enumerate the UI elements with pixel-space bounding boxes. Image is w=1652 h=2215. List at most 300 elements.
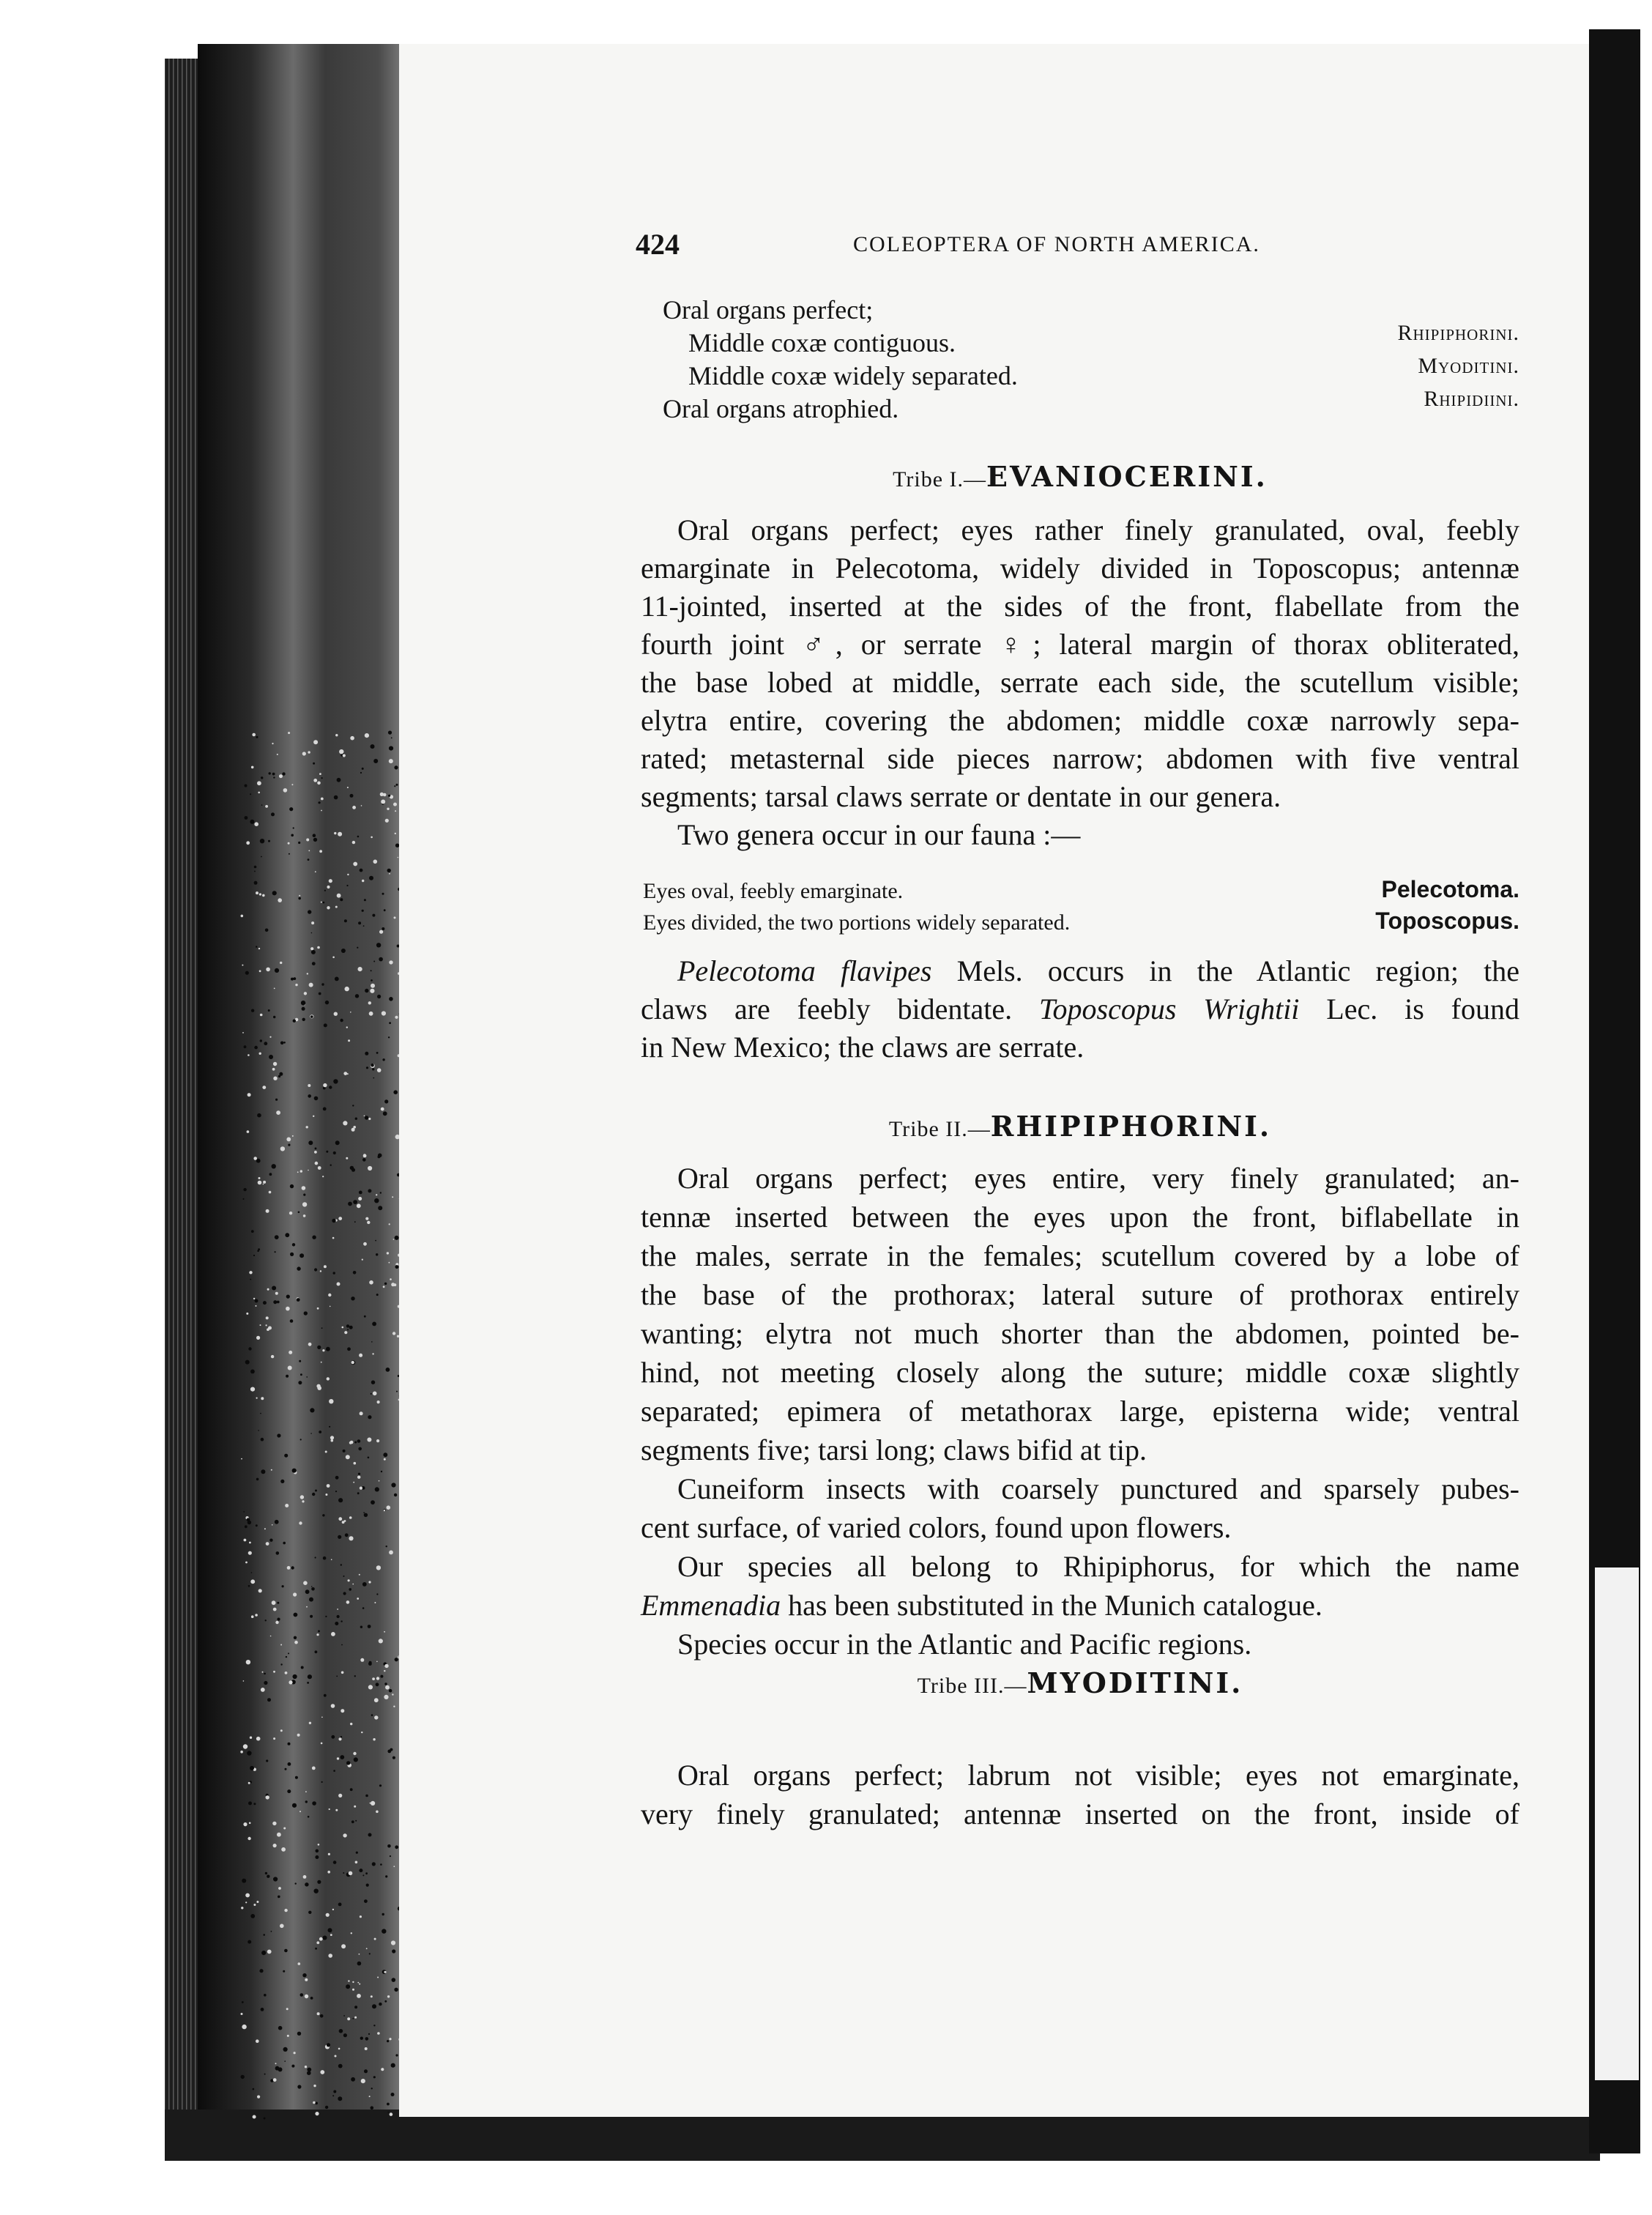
scan-speckle — [278, 2026, 283, 2030]
scan-speckle — [310, 947, 313, 950]
scan-speckle — [344, 1520, 346, 1522]
scan-speckle — [318, 1844, 320, 1846]
scan-speckle — [245, 1562, 248, 1564]
paragraph-line: Two genera occur in our fauna :— — [677, 818, 1081, 851]
scan-speckle — [289, 853, 290, 855]
scan-speckle — [377, 2032, 380, 2035]
scan-speckle — [260, 1039, 262, 1042]
scan-speckle — [349, 1326, 353, 1329]
scan-speckle — [395, 833, 396, 834]
scan-speckle — [273, 1300, 277, 1304]
scan-speckle — [264, 1994, 267, 1997]
scan-speckle — [311, 950, 316, 954]
scan-speckle — [368, 1166, 372, 1170]
scan-speckle — [298, 897, 301, 900]
scan-speckle — [373, 2025, 375, 2026]
scan-speckle — [331, 1706, 332, 1707]
left-margin — [0, 0, 165, 2215]
paragraph-line: the base lobed at middle, serrate each side, the scutellum visible; — [641, 666, 1519, 699]
scan-speckle — [315, 2112, 319, 2115]
scan-speckle — [388, 731, 392, 735]
scan-speckle — [340, 898, 343, 901]
scan-speckle — [394, 765, 398, 769]
scan-speckle — [330, 1165, 332, 1166]
scan-speckle — [277, 1433, 280, 1437]
scan-speckle — [377, 1977, 379, 1978]
scan-speckle — [245, 1360, 250, 1365]
scan-speckle — [330, 1436, 334, 1439]
scan-speckle — [256, 1524, 258, 1526]
scan-speckle — [368, 1685, 373, 1689]
page-number: 424 — [636, 228, 680, 261]
scan-speckle — [372, 1677, 375, 1680]
scan-speckle — [280, 1924, 284, 1929]
scan-speckle — [343, 1872, 344, 1874]
scan-speckle — [298, 1212, 300, 1214]
scan-speckle — [373, 759, 378, 763]
scan-speckle — [312, 1801, 316, 1806]
scan-speckle — [295, 1882, 297, 1884]
scan-speckle — [384, 1971, 386, 1973]
scan-speckle — [377, 1400, 380, 1403]
scan-speckle — [305, 1978, 308, 1981]
scan-speckle — [357, 1492, 360, 1494]
scan-speckle — [255, 1614, 258, 1617]
scan-speckle — [294, 1636, 297, 1639]
scan-speckle — [304, 992, 307, 995]
scan-speckle — [303, 1581, 308, 1585]
scan-speckle — [249, 1822, 251, 1825]
scan-speckle — [359, 1869, 362, 1872]
scan-speckle — [368, 2033, 370, 2035]
scan-speckle — [332, 957, 335, 959]
scan-speckle — [347, 1073, 349, 1075]
scan-speckle — [277, 1833, 281, 1837]
scan-speckle — [275, 1520, 279, 1524]
scan-speckle — [340, 1019, 343, 1022]
scan-speckle — [248, 1551, 252, 1555]
scan-speckle — [361, 2079, 365, 2083]
scan-speckle — [398, 857, 399, 858]
scan-speckle — [369, 2096, 371, 2097]
scan-speckle — [297, 1266, 300, 1270]
scan-speckle — [338, 832, 342, 836]
scan-speckle — [385, 819, 389, 823]
scan-speckle — [254, 866, 257, 869]
scan-speckle — [248, 1837, 250, 1840]
scan-speckle — [242, 2025, 246, 2029]
scan-speckle — [313, 2101, 316, 2104]
scan-speckle — [306, 1606, 308, 1608]
scan-speckle — [315, 871, 316, 872]
tribe-name: MYODITINI. — [1027, 1666, 1243, 1699]
scan-speckle — [295, 1776, 298, 1779]
scan-speckle — [375, 1240, 376, 1242]
scan-speckle — [299, 1360, 301, 1362]
scan-speckle — [308, 1140, 313, 1145]
scan-speckle — [389, 1223, 390, 1225]
scan-speckle — [387, 1505, 391, 1510]
scan-speckle — [283, 1042, 286, 1044]
scan-speckle — [324, 1023, 327, 1027]
scan-speckle — [256, 891, 258, 894]
scan-speckle — [389, 997, 393, 1001]
scan-speckle — [278, 1075, 280, 1077]
scan-speckle — [394, 1283, 397, 1286]
genus-key-line: Eyes oval, feebly emarginate. — [643, 879, 904, 903]
scan-speckle — [248, 1054, 250, 1056]
scan-speckle — [315, 2102, 318, 2105]
scan-speckle — [357, 1962, 362, 1966]
scan-speckle — [326, 1151, 328, 1153]
scan-speckle — [253, 2115, 256, 2119]
scan-speckle — [301, 1001, 305, 1005]
scan-speckle — [353, 862, 357, 867]
scan-speckle — [241, 1907, 243, 1909]
scan-speckle — [347, 1347, 351, 1351]
scan-speckle — [341, 1736, 342, 1737]
scan-speckle — [382, 893, 384, 895]
scan-speckle — [275, 1292, 278, 1295]
scan-speckle — [371, 1995, 373, 1997]
scan-speckle — [251, 1230, 254, 1233]
scan-speckle — [266, 1324, 267, 1326]
scan-speckle — [323, 1083, 327, 1087]
scan-speckle — [244, 1045, 247, 1048]
scan-speckle — [395, 1265, 399, 1269]
scan-speckle — [257, 1113, 261, 1118]
scan-speckle — [250, 820, 254, 824]
scan-speckle — [253, 1255, 255, 1256]
scan-speckle — [368, 1001, 371, 1004]
scan-speckle — [253, 2088, 255, 2090]
scan-speckle — [335, 977, 339, 982]
scan-speckle — [243, 1822, 247, 1826]
scan-speckle — [306, 1376, 308, 1378]
scan-speckle — [392, 1949, 395, 1953]
paragraph-line: wanting; elytra not much shorter than the abdomen, pointed be- — [641, 1317, 1519, 1350]
tribe-name: EVANIOCERINI. — [986, 460, 1268, 493]
scan-speckle — [321, 1327, 323, 1329]
scan-speckle — [302, 1018, 305, 1021]
scan-speckle — [269, 772, 271, 774]
scan-speckle — [247, 1130, 250, 1133]
scan-speckle — [307, 1682, 309, 1684]
scan-speckle — [301, 1666, 304, 1669]
scan-speckle — [275, 1099, 278, 1101]
scan-speckle — [384, 1695, 388, 1699]
scan-speckle — [286, 1656, 287, 1658]
scan-speckle — [354, 1462, 357, 1465]
scan-speckle — [243, 1511, 245, 1513]
scan-speckle — [385, 1875, 387, 1877]
scan-speckle — [381, 1108, 384, 1111]
scan-speckle — [372, 1862, 376, 1866]
scan-speckle — [272, 1600, 276, 1605]
tribe-label: Tribe III.— — [917, 1674, 1027, 1698]
scan-speckle — [357, 1598, 359, 1600]
scan-speckle — [305, 1800, 308, 1803]
paragraph-line: emarginate in Pelecotoma, widely divided in Toposcopus; antennæ — [641, 552, 1519, 585]
scan-speckle — [248, 1585, 250, 1587]
scan-speckle — [380, 1675, 383, 1678]
scan-speckle — [379, 1639, 383, 1643]
scan-speckle — [275, 1235, 279, 1239]
scan-speckle — [240, 1751, 243, 1754]
scan-speckle — [360, 2037, 363, 2040]
scan-speckle — [325, 2106, 328, 2109]
scan-speckle — [291, 784, 293, 785]
scan-speckle — [253, 1581, 255, 1583]
scan-speckle — [369, 1661, 372, 1664]
scan-speckle — [286, 1295, 290, 1299]
paragraph-line: cent surface, of varied colors, found upon flowers. — [641, 1511, 1232, 1544]
tribe-label: Tribe I.— — [893, 467, 986, 491]
scan-speckle — [379, 957, 383, 962]
scan-speckle — [267, 1875, 269, 1878]
scan-speckle — [396, 1391, 398, 1392]
scan-speckle — [330, 1306, 331, 1307]
scan-speckle — [248, 1093, 251, 1097]
scan-speckle — [371, 2088, 373, 2089]
scan-speckle — [395, 1016, 398, 1019]
scan-speckle — [246, 1660, 250, 1664]
scan-speckle — [310, 1015, 313, 1018]
scan-speckle — [250, 1279, 251, 1280]
scan-speckle — [263, 1184, 264, 1185]
scan-speckle — [310, 1997, 313, 2000]
scan-speckle — [250, 793, 251, 795]
scan-speckle — [353, 1271, 357, 1275]
scan-speckle — [308, 1343, 312, 1346]
scan-speckle — [300, 1439, 302, 1440]
scan-speckle — [261, 1397, 264, 1400]
book-spine — [198, 44, 410, 2153]
scan-speckle — [292, 1803, 297, 1808]
scan-speckle — [393, 803, 397, 806]
scan-speckle — [316, 1849, 319, 1853]
scan-speckle — [248, 1347, 251, 1350]
scan-speckle — [263, 1181, 266, 1184]
scan-speckle — [395, 1658, 398, 1661]
scan-speckle — [348, 1039, 350, 1042]
scan-speckle — [302, 1500, 304, 1502]
paragraph-line: Oral organs perfect; eyes rather finely granulated, oval, feebly — [677, 513, 1519, 546]
key-tribe-name: Rhipiphorini. — [1397, 321, 1519, 345]
scan-speckle — [332, 1909, 334, 1910]
scan-speckle — [280, 1146, 285, 1151]
scan-speckle — [363, 1512, 365, 1513]
scan-speckle — [320, 1270, 321, 1272]
scan-speckle — [253, 1803, 256, 1805]
scan-speckle — [324, 1694, 327, 1697]
key-line: Oral organs perfect; — [663, 295, 874, 324]
scan-speckle — [245, 1893, 250, 1898]
scan-speckle — [364, 1316, 366, 1318]
scan-speckle — [262, 1086, 266, 1089]
scan-speckle — [343, 1576, 345, 1577]
scan-speckle — [285, 1672, 288, 1674]
scan-speckle — [287, 1789, 291, 1793]
scan-speckle — [365, 989, 368, 993]
scan-speckle — [318, 1166, 321, 1170]
scan-speckle — [326, 1347, 330, 1351]
scan-speckle — [383, 793, 387, 797]
scan-speckle — [370, 989, 374, 993]
scan-speckle — [368, 1833, 372, 1837]
scan-speckle — [261, 1951, 266, 1955]
scan-speckle — [273, 2078, 277, 2082]
scan-speckle — [362, 1874, 364, 1876]
scan-speckle — [244, 1539, 247, 1542]
paragraph-line: separated; epimera of metathorax large, episterna wide; ventral — [641, 1395, 1519, 1428]
scan-speckle — [388, 795, 390, 797]
scan-speckle — [319, 993, 321, 995]
scan-speckle — [299, 1521, 302, 1524]
scan-speckle — [303, 1214, 306, 1217]
scan-speckle — [327, 906, 330, 909]
scan-speckle — [273, 1062, 277, 1066]
scan-speckle — [241, 915, 244, 918]
scan-speckle — [378, 1206, 382, 1210]
scan-speckle — [371, 984, 375, 988]
species-text: Mels. occurs in the Atlantic region; the — [956, 954, 1519, 987]
scan-speckle — [333, 1079, 338, 1083]
scan-speckle — [364, 2069, 368, 2073]
scan-speckle — [393, 1090, 398, 1094]
scan-speckle — [259, 893, 261, 895]
scan-speckle — [365, 733, 369, 738]
scan-speckle — [250, 1737, 252, 1739]
scan-speckle — [359, 1954, 360, 1955]
scan-speckle — [256, 2039, 259, 2043]
scan-speckle — [381, 800, 385, 804]
scan-speckle — [269, 1055, 273, 1059]
scan-speckle — [376, 1253, 378, 1255]
scan-speckle — [387, 808, 389, 810]
scan-speckle — [291, 1566, 294, 1569]
scan-speckle — [371, 1500, 375, 1505]
scan-speckle — [365, 1795, 368, 1797]
scan-speckle — [298, 1381, 302, 1384]
scan-speckle — [253, 1904, 256, 1906]
scan-speckle — [256, 1901, 258, 1903]
scan-speckle — [343, 1450, 346, 1452]
scan-speckle — [280, 1480, 284, 1483]
scan-speckle — [283, 1542, 286, 1545]
scan-speckle — [353, 1200, 357, 1204]
scan-speckle — [309, 1722, 311, 1724]
scan-speckle — [245, 784, 248, 787]
key-tribe-name: Rhipidiini. — [1424, 387, 1519, 411]
scan-speckle — [329, 1399, 333, 1403]
scan-speckle — [344, 1331, 347, 1334]
scan-speckle — [389, 2038, 391, 2040]
scan-speckle — [267, 1950, 272, 1954]
scan-speckle — [387, 1252, 389, 1254]
scan-speckle — [256, 736, 258, 738]
scan-speckle — [354, 2016, 357, 2019]
scan-speckle — [297, 1171, 299, 1173]
scan-speckle — [297, 2085, 301, 2088]
scan-speckle — [280, 1729, 283, 1732]
scan-speckle — [351, 1361, 354, 1364]
scan-speckle — [311, 1587, 315, 1591]
scan-speckle — [260, 1413, 261, 1414]
scan-speckle — [334, 795, 338, 800]
scan-speckle — [377, 1068, 382, 1072]
scan-speckle — [269, 1036, 271, 1038]
scan-speckle — [248, 1940, 251, 1944]
scan-speckle — [359, 1574, 360, 1576]
scan-speckle — [348, 1980, 349, 1981]
scan-speckle — [273, 1844, 277, 1847]
scan-speckle — [256, 1336, 260, 1340]
scan-speckle — [335, 1622, 338, 1625]
scan-speckle — [337, 1609, 338, 1610]
scan-speckle — [371, 836, 373, 839]
scan-speckle — [269, 1173, 272, 1176]
key-line: Middle coxæ contiguous. — [688, 328, 956, 357]
scan-speckle — [351, 1932, 352, 1934]
scan-speckle — [305, 1995, 308, 1998]
scan-speckle — [319, 773, 321, 775]
scan-speckle — [290, 1184, 294, 1188]
scan-speckle — [384, 1631, 385, 1633]
scan-speckle — [272, 891, 277, 895]
scan-speckle — [389, 1551, 393, 1555]
scan-speckle — [384, 1664, 388, 1668]
scan-speckle — [386, 1368, 390, 1372]
scan-speckle — [256, 1305, 257, 1307]
scan-speckle — [357, 1476, 360, 1479]
scan-speckle — [319, 801, 321, 804]
scan-speckle — [250, 1766, 254, 1770]
scan-speckle — [351, 2077, 355, 2082]
scan-speckle — [379, 1480, 380, 1482]
scan-speckle — [331, 1735, 335, 1739]
scan-speckle — [392, 1332, 395, 1335]
scan-speckle — [357, 1994, 361, 1998]
scan-speckle — [297, 1298, 300, 1302]
scan-speckle — [259, 1969, 263, 1973]
scan-speckle — [355, 994, 359, 998]
scan-speckle — [362, 880, 364, 882]
scan-speckle — [304, 1311, 308, 1315]
scan-speckle — [308, 1816, 310, 1818]
scan-speckle — [269, 1191, 272, 1194]
scan-speckle — [362, 1158, 366, 1162]
scan-speckle — [272, 1524, 273, 1526]
scan-speckle — [354, 2006, 357, 2008]
scan-speckle — [369, 876, 373, 880]
tribe-heading — [641, 460, 1519, 493]
scan-speckle — [318, 1630, 320, 1633]
scan-speckle — [314, 1268, 317, 1271]
paragraph-line: segments five; tarsi long; claws bifid at tip. — [641, 1433, 1147, 1466]
scan-speckle — [353, 1126, 356, 1129]
scan-speckle — [284, 2060, 286, 2062]
scan-speckle — [288, 842, 290, 845]
scan-speckle — [254, 1046, 258, 1050]
scan-speckle — [272, 1286, 276, 1291]
scan-speckle — [273, 1608, 277, 1611]
scan-speckle — [317, 1307, 319, 1310]
scan-speckle — [373, 1392, 377, 1396]
scan-speckle — [359, 1354, 362, 1357]
scan-speckle — [376, 1294, 379, 1296]
scan-speckle — [366, 1884, 369, 1887]
